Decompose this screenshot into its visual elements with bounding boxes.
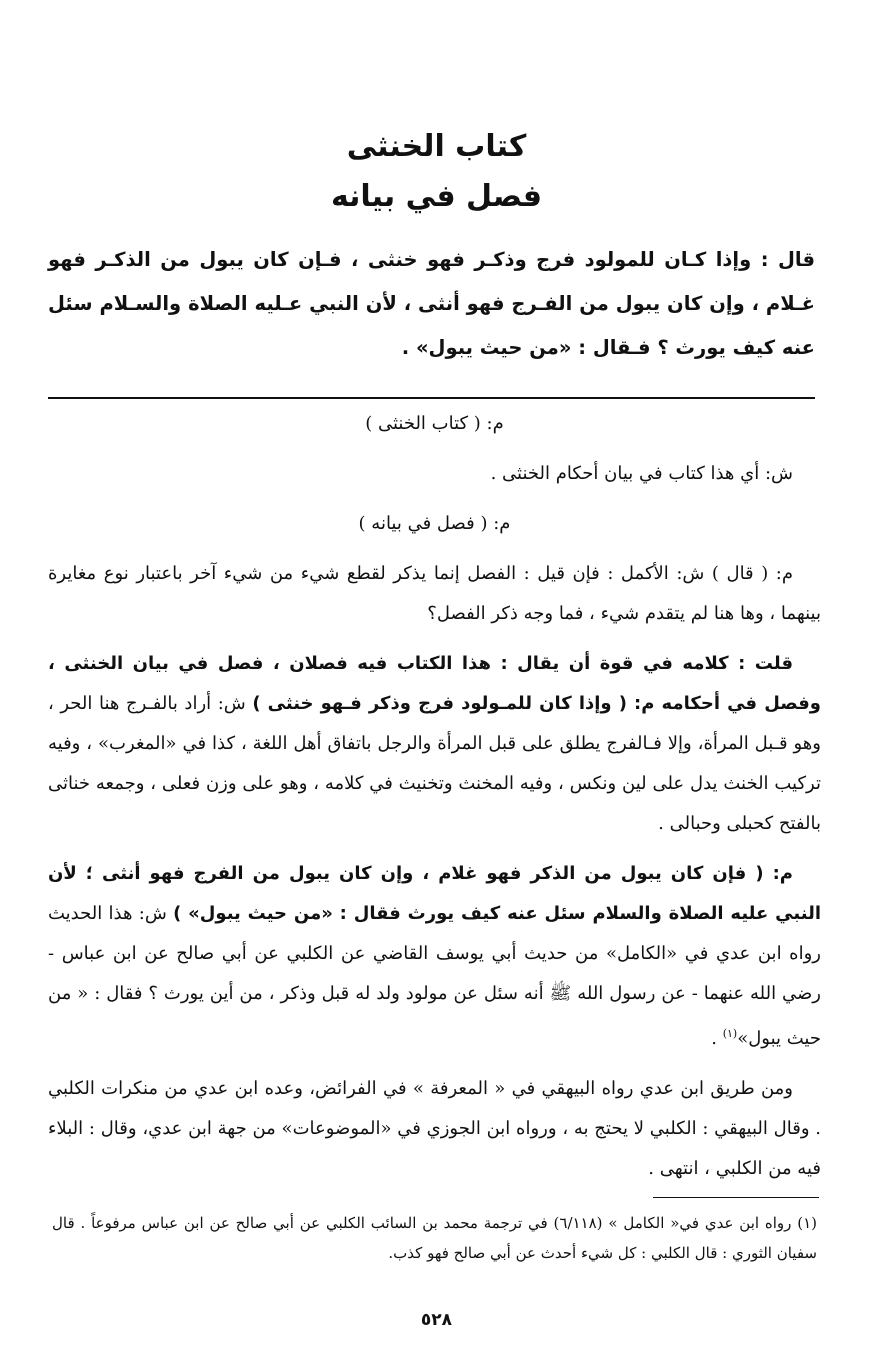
commentary-paragraph (48, 644, 821, 844)
section-title: فصل في بيانه (330, 179, 543, 214)
commentary-text: ش: أراد بالفـرج هنا الحر ، وهو قـبل المرأة، وإلا فـالفرج يطلق على قبل المرأة والرجل باتفاق أهل اللغة ، كذا في «المغرب» ، وفيه تركيب الخنث يدل على لين ونكس ، وفيه المخنث وتخنيث في كلامه ، وهو على وزن فعلى ، وجمعه خناثى بالفتح كحبلى وحبالى . (48, 693, 821, 834)
matn-text: قال : وإذا كـان للمولود فرج وذكـر فهو خنثى ، فـإن كان يبول من الذكـر فهو غـلام ، وإن كان يبول من الفـرج فهو أنثى ، لأن النبي عـليه الصلاة والسـلام سئل عنه كيف يورث ؟ فـقال : «من حيث يبول» . (48, 248, 815, 359)
footnotes (52, 1208, 817, 1268)
spacer (48, 494, 821, 504)
spacer (48, 444, 821, 454)
page-number: ٥٢٨ (420, 1310, 453, 1330)
matn-divider (48, 397, 815, 399)
commentary-heading-section: م: ( فصل في بيانه ) (358, 513, 511, 534)
commentary-paragraph: ومن طريق ابن عدي رواه البيهقي في « المعرفة » في الفرائض، وعده ابن عدي من منكرات الكلبي . وقال البيهقي : الكلبي لا يحتج به ، ورواه ابن الجوزي في «الموضوعات» من جهة ابن عدي، وقال : البلاء فيه من الكلبي ، انتهى . (48, 1078, 821, 1179)
commentary-paragraph (48, 854, 821, 1059)
spacer (48, 844, 821, 854)
spacer (48, 544, 821, 554)
matn-quote: قلت : كلامه في قوة أن يقال : هذا الكتاب فيه فصلان ، فصل في بيان الخنثى ، وفصل في أحكامه م: ( وإذا كان للمـولود فرج وذكر فـهو خنثى ) (48, 653, 821, 714)
commentary-line: ش: أي هذا كتاب في بيان أحكام الخنثى . (490, 463, 793, 484)
commentary (48, 404, 821, 1189)
footnote-reference: (١) (722, 1027, 738, 1040)
matn-quote: م: ( فإن كان يبول من الذكر فهو غلام ، وإن كان يبول من الفرج فهو أنثى ؛ لأن النبي عليه الصلاة والسلام سئل عنه كيف يورث فقال : «من حيث يبول» ) (48, 863, 821, 924)
title-block (0, 122, 873, 222)
footnote: (١) رواه ابن عدي في« الكامل » (٦/١١٨) في ترجمة محمد بن السائب الكلبي عن أبي صالح عن ابن عباس مرفوعاً . قال سفيان الثوري : قال الكلبي : كل شيء أحدث عن أبي صالح فهو كذب. (52, 1214, 817, 1262)
commentary-heading-book: م: ( كتاب الخنثى ) (365, 413, 504, 434)
book-title: كتاب الخنثى (346, 129, 527, 164)
commentary-text: ش: هذا الحديث رواه ابن عدي في «الكامل» من حديث أبي يوسف القاضي عن الكلبي عن أبي صالح عن ابن عباس - رضي الله عنهما - عن رسول الله ﷺ أنه سئل عن مولود ولد له قبل وذكر ، من أين يورث ؟ فقال : « من حيث يبول» (48, 903, 821, 1049)
commentary-paragraph: م: ( قال ) ش: الأكمل : فإن قيل : الفصل إنما يذكر لقطع شيء من شيء آخر باعتبار نوع مغايرة بينهما ، وها هنا لم يتقدم شيء ، فما وجه ذكر الفصل؟ (48, 563, 821, 624)
commentary-text: . (711, 1028, 723, 1049)
spacer (48, 634, 821, 644)
spacer (48, 1059, 821, 1069)
footnote-divider (653, 1197, 819, 1198)
